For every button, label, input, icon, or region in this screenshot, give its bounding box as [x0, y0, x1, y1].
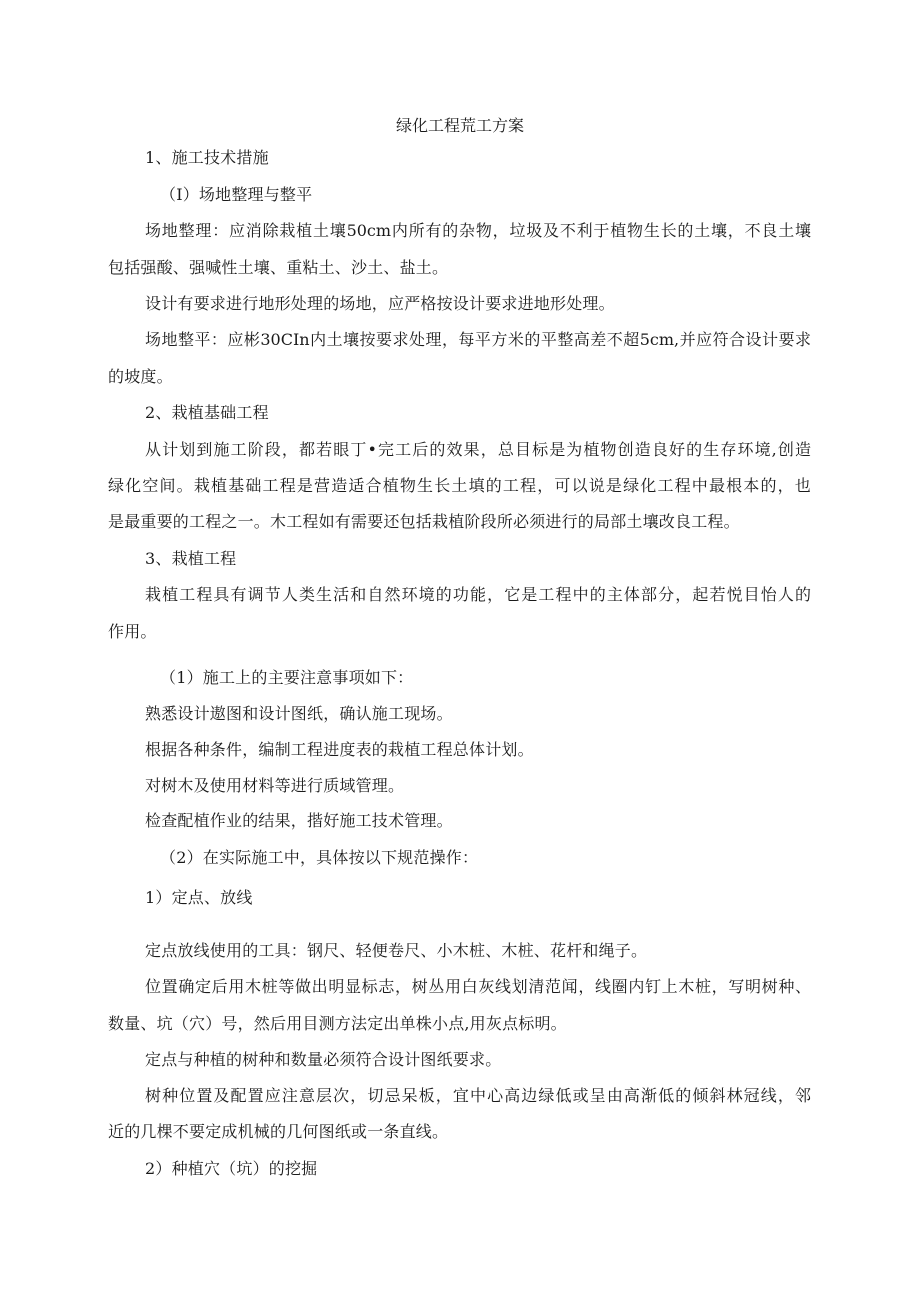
paragraph-line: 定点放线使用的工具：钢尺、轻便卷尺、小木桩、木桩、花杆和绳子。	[145, 941, 648, 960]
subsection-heading: （I）场地整理与整平	[160, 185, 313, 204]
paragraph-line: 位置确定后用木桩等做出明显标志，树丛用白灰线划清范闻，线圈内钉上木桩，写明树种、	[145, 977, 811, 996]
paragraph-line: 场地整平：应彬30CIn内土壤按要求处理，每平方米的平整高差不超5cm,并应符合设计要求	[145, 330, 811, 349]
paragraph-line: 根据各种条件，编制工程进度表的栽植工程总体计划。	[145, 740, 534, 759]
paragraph-line: 对树木及使用材料等进行质域管理。	[145, 776, 405, 795]
paragraph-line: 栽植工程具有调节人类生活和自然环境的功能，它是工程中的主体部分，起若悦目怡人的	[145, 585, 811, 604]
paragraph-line: 数量、坑（穴）号，然后用目测方法定出单株小点,用灰点标明。	[108, 1014, 567, 1033]
paragraph-line: 设计有要求进行地形处理的场地，应严格按设计要求进地形处理。	[145, 294, 615, 313]
step-heading: 1）定点、放线	[145, 888, 253, 907]
step-heading: 2）种植穴（坑）的挖掘	[145, 1159, 318, 1178]
paragraph-line: 场地整理：应消除栽植土壤50cm内所有的杂物，垃圾及不利于植物生长的土壤，不良土壤	[145, 221, 811, 240]
subsection-heading: （2）在实际施工中，具体按以下规范操作：	[160, 848, 479, 867]
paragraph-line: 检查配植作业的结果，揩好施工技术管理。	[145, 811, 453, 830]
paragraph-line: 包括强酸、强喊性土壤、重粘土、沙土、盐土。	[108, 258, 449, 277]
paragraph-line: 作用。	[108, 622, 157, 641]
section-heading-2: 2、栽植基础工程	[145, 403, 269, 422]
paragraph-line: 近的几棵不要定成机械的几何图纸或一条直线。	[108, 1122, 449, 1141]
paragraph-line: 绿化空间。栽植基础工程是营造适合植物生长土填的工程，可以说是绿化工程中最根本的，也	[108, 476, 811, 495]
paragraph-line: 熟悉设计遨图和设计图纸，确认施工现场。	[145, 704, 453, 723]
paragraph-line: 定点与种植的树种和数量必须符合设计图纸要求。	[145, 1050, 502, 1069]
section-heading-1: 1、施工技术措施	[145, 148, 269, 167]
section-heading-3: 3、栽植工程	[145, 549, 237, 568]
paragraph-line: 的坡度。	[108, 367, 173, 386]
paragraph-line: 从计划到施工阶段，都若眼丁•完工后的效果，总目标是为植物创造良好的生存环境,创造	[145, 440, 811, 459]
document-title: 绿化工程荒工方案	[395, 116, 524, 135]
subsection-heading: （1）施工上的主要注意事项如下：	[160, 668, 414, 687]
paragraph-line: 是最重要的工程之一。木工程如有需要还包括栽植阶段所必须进行的局部土壤改良工程。	[108, 512, 740, 531]
paragraph-line: 树种位置及配置应注意层次，切忌呆板，宜中心高边绿低或呈由高渐低的倾斜林冠线，邻	[145, 1086, 811, 1105]
